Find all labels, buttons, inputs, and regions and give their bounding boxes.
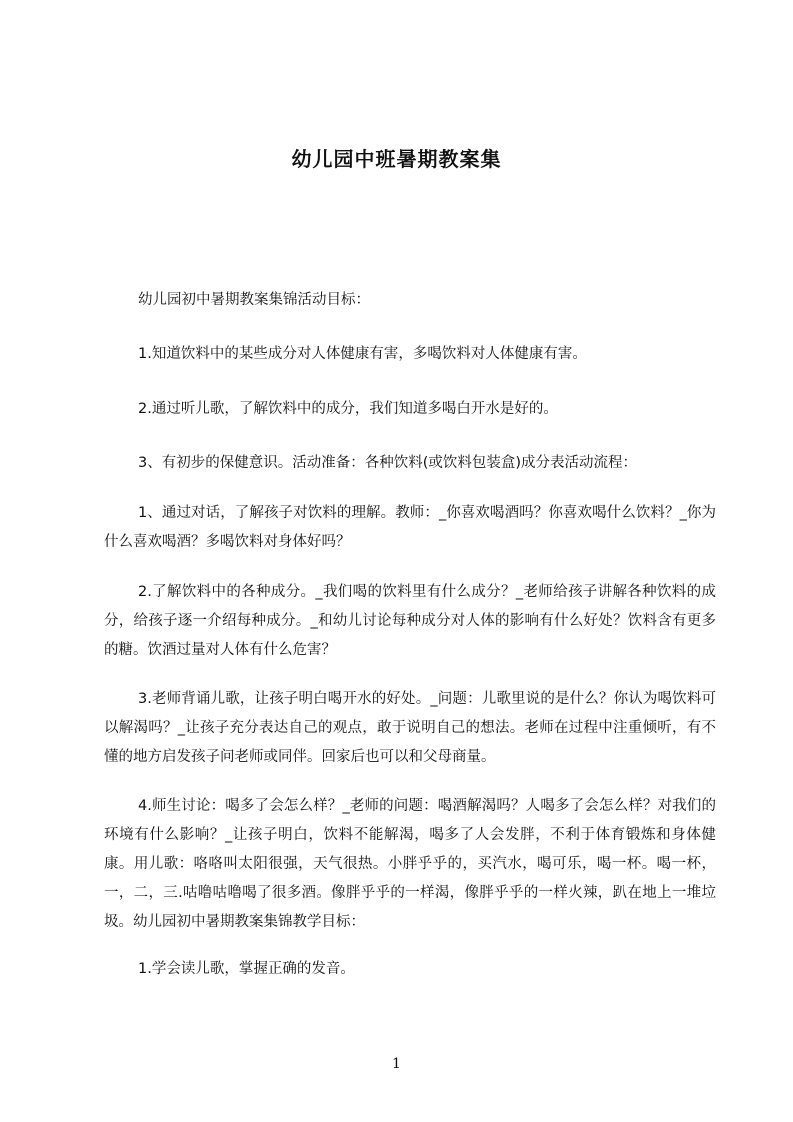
page-number: 1 bbox=[392, 1056, 401, 1072]
paragraph-objective-3: 3、有初步的保健意识。活动准备：各种饮料(或饮料包装盒)成分表活动流程： bbox=[138, 455, 638, 471]
paragraph-step-2: 2.了解饮料中的各种成分。_我们喝的饮料里有什么成分？_老师给孩子讲解各种饮料的成分，给孩子逐一介绍每种成分。_和幼儿讨论每种成分对人体的影响有什么好处？饮料含有更多的糖。饮酒过量对人体有什么危害？ bbox=[104, 584, 716, 658]
paragraph-step-3: 3.老师背诵儿歌，让孩子明白喝开水的好处。_问题：儿歌里说的是什么？你认为喝饮料可以解渴吗？_让孩子充分表达自己的观点，敢于说明自己的想法。老师在过程中注重倾听，有不懂的地方启发孩子问老师或同伴。回家后也可以和父母商量。 bbox=[104, 691, 716, 765]
paragraph-step-1: 1、通过对话，了解孩子对饮料的理解。教师：_你喜欢喝酒吗？你喜欢喝什么饮料？_你为什么喜欢喝酒？多喝饮料对身体好吗？ bbox=[104, 505, 716, 550]
document-title: 幼儿园中班暑期教案集 bbox=[291, 147, 502, 171]
paragraph-objectives-heading: 幼儿园初中暑期教案集锦活动目标： bbox=[138, 292, 370, 308]
paragraph-step-4: 4.师生讨论：喝多了会怎么样？_老师的问题：喝酒解渴吗？人喝多了会怎么样？对我们的环境有什么影响？_让孩子明白，饮料不能解渴，喝多了人会发胖，不利于体育锻炼和身体健康。用儿歌：咯咯叫太阳很强，天气很热。小胖乎乎的，买汽水，喝可乐，喝一杯。喝一杯，一，二，三.咕噜咕噜喝了很多酒。像胖乎乎的一样渴，像胖乎乎的一样火辣，趴在地上一堆垃圾。幼儿园初中暑期教案集锦教学目标： bbox=[104, 798, 716, 930]
paragraph-teaching-goal-1: 1.学会读儿歌，掌握正确的发音。 bbox=[138, 961, 355, 977]
paragraph-objective-1: 1.知道饮料中的某些成分对人体健康有害，多喝饮料对人体健康有害。 bbox=[138, 346, 587, 362]
paragraph-objective-2: 2.通过听儿歌，了解饮料中的成分，我们知道多喝白开水是好的。 bbox=[138, 401, 558, 417]
